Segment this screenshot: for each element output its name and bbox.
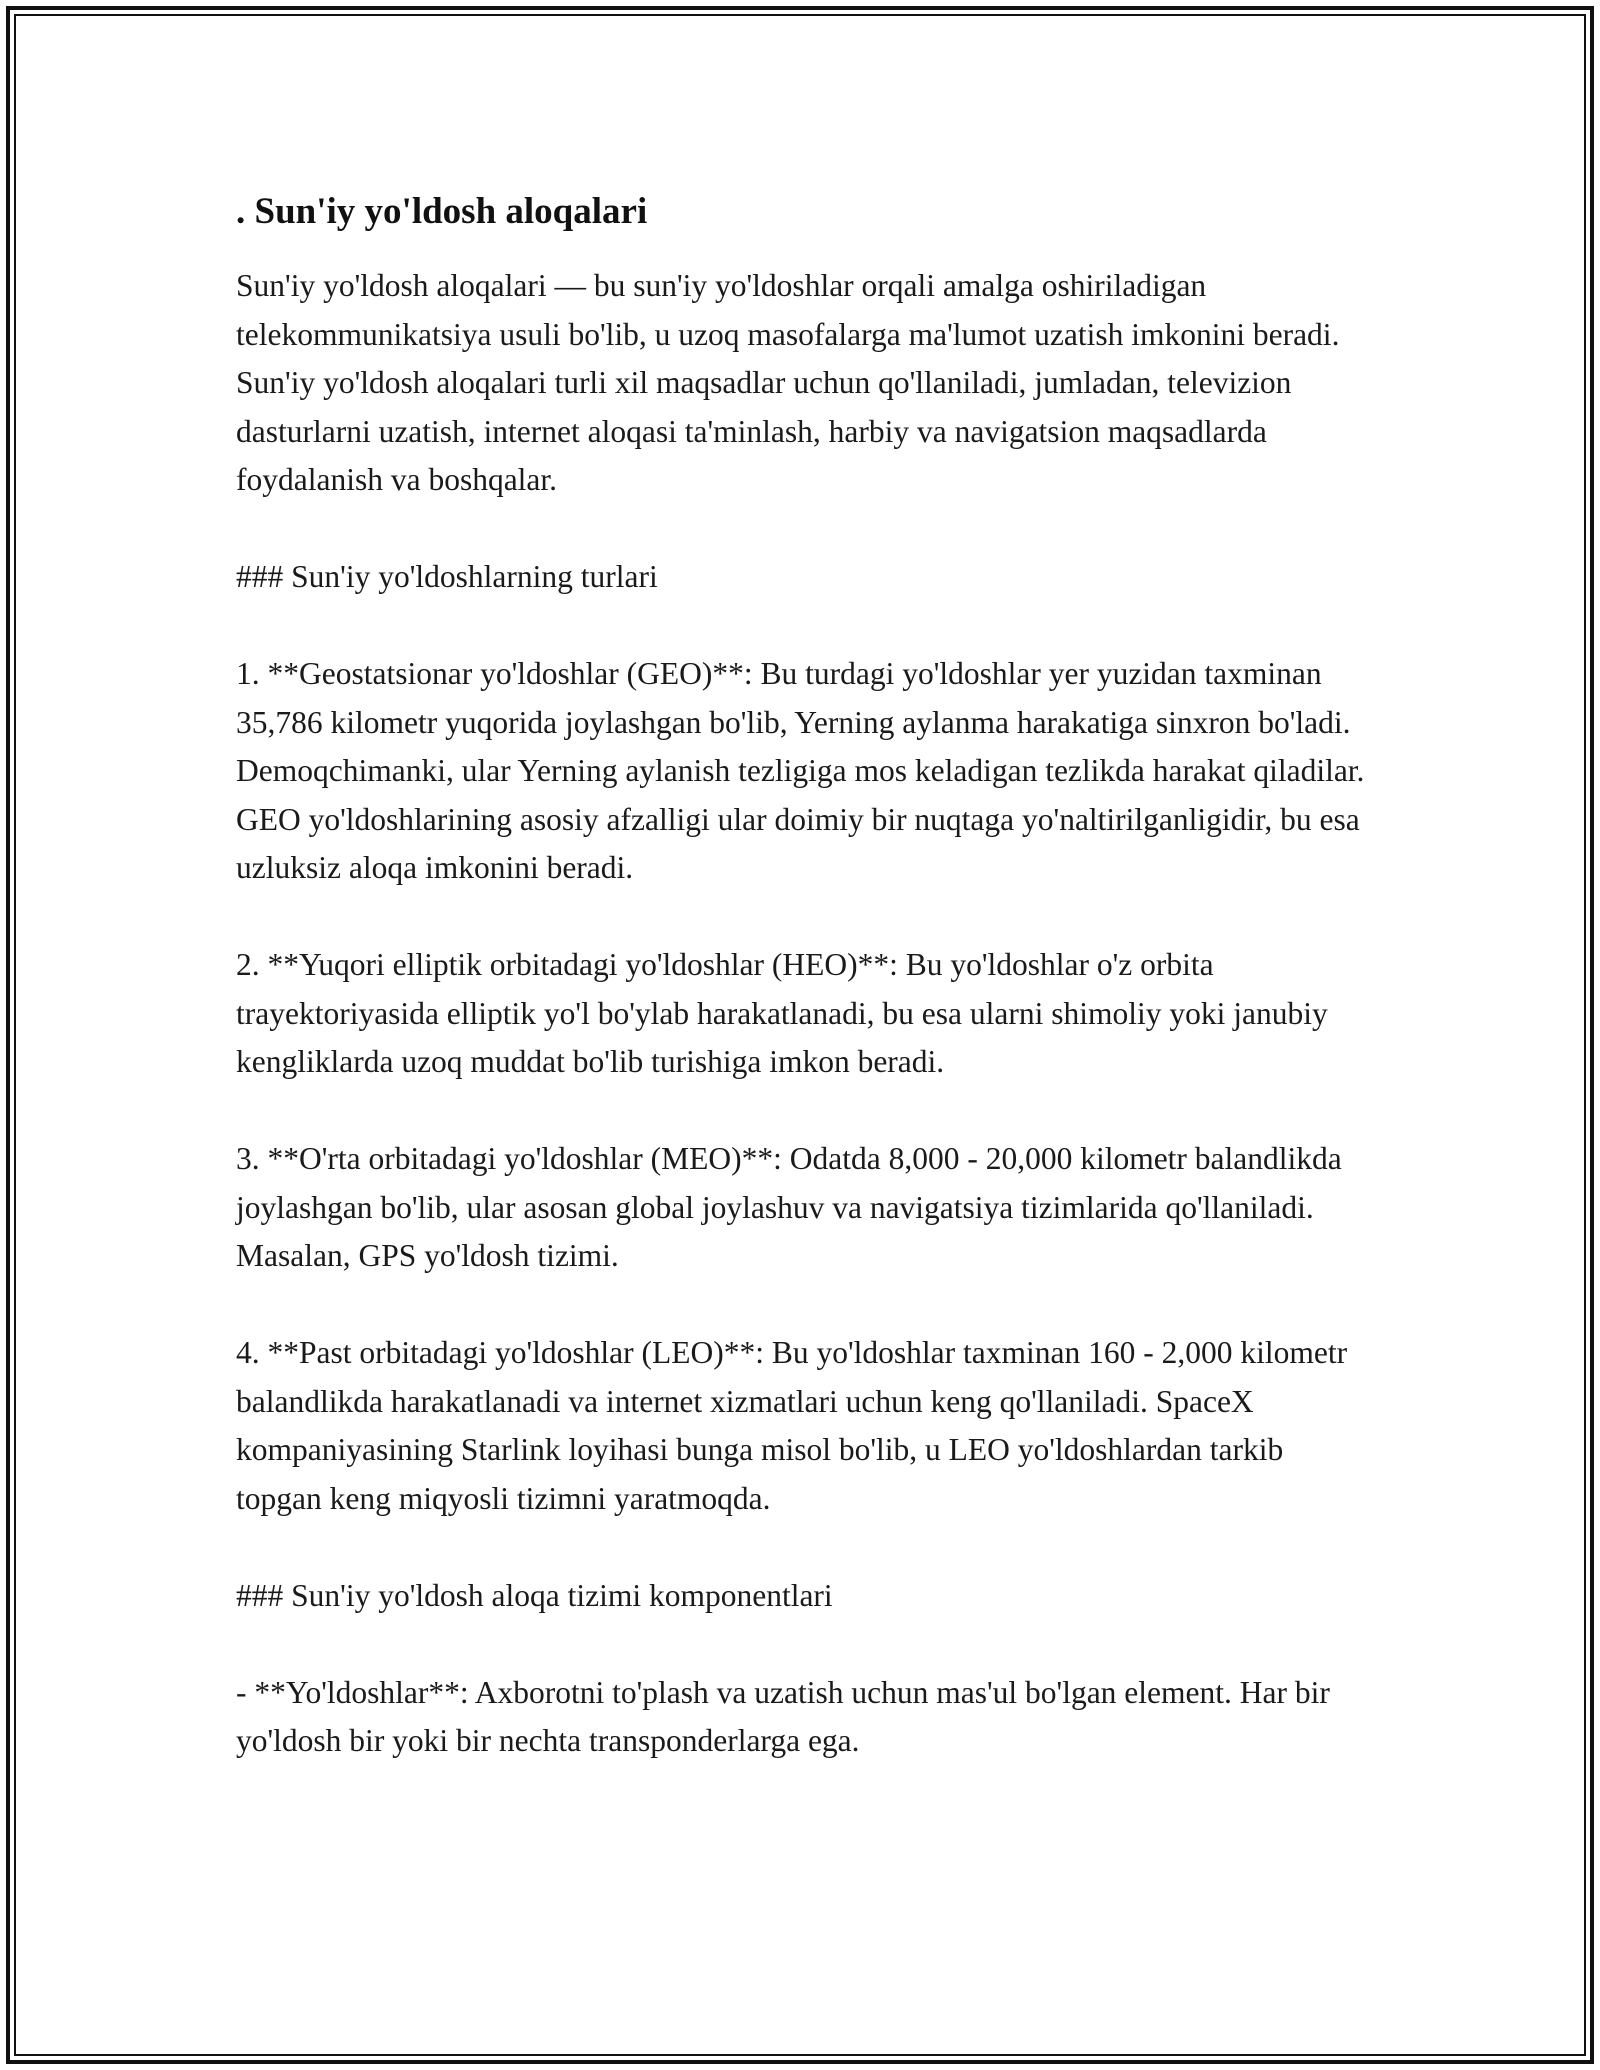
- list-item-satellites: - **Yo'ldoshlar**: Axborotni to'plash va uzatish uchun mas'ul bo'lgan element. Har bir yo'ldosh bir yoki bir nechta transponderlarga ega.: [236, 1674, 1330, 1758]
- document-body: [236, 188, 1376, 1814]
- document-title: . Sun'iy yo'ldosh aloqalari: [236, 191, 648, 232]
- intro-paragraph: Sun'iy yo'ldosh aloqalari — bu sun'iy yo'ldoshlar orqali amalga oshiriladigan telekommunikatsiya usuli bo'lib, u uzoq masofalarga ma'lumot uzatish imkonini beradi. Sun'iy yo'ldosh aloqalari turli xil maqsadlar uchun qo'llaniladi, jumladan, televizion dasturlarni uzatish, internet aloqasi ta'minlash, harbiy va navigatsion maqsadlarda foydalanish va boshqalar.: [236, 268, 1340, 497]
- section-heading-types: ### Sun'iy yo'ldoshlarning turlari: [236, 559, 658, 594]
- list-item-geo: 1. **Geostatsionar yo'ldoshlar (GEO)**: Bu turdagi yo'ldoshlar yer yuzidan taxminan 35,786 kilometr yuqorida joylashgan bo'lib, Yerning aylanma harakatiga sinxron bo'ladi. Demoqchimanki, ular Yerning aylanish tezligiga mos keladigan tezlikda harakat qiladilar. GEO yo'ldoshlarining asosiy afzalligi ular doimiy bir nuqtaga yo'naltirilganligidir, bu esa uzluksiz aloqa imkonini beradi.: [236, 656, 1365, 885]
- list-item-leo: 4. **Past orbitadagi yo'ldoshlar (LEO)**: Bu yo'ldoshlar taxminan 160 - 2,000 kilometr balandlikda harakatlanadi va internet xizmatlari uchun keng qo'llaniladi. SpaceX kompaniyasining Starlink loyihasi bunga misol bo'lib, u LEO yo'ldoshlardan tarkib topgan keng miqyosli tizimni yaratmoqda.: [236, 1335, 1348, 1516]
- list-item-heo: 2. **Yuqori elliptik orbitadagi yo'ldoshlar (HEO)**: Bu yo'ldoshlar o'z orbita trayektoriyasida elliptik yo'l bo'ylab harakatlanadi, bu esa ularni shimoliy yoki janubiy kengliklarda uzoq muddat bo'lib turishiga imkon beradi.: [236, 947, 1328, 1079]
- list-item-meo: 3. **O'rta orbitadagi yo'ldoshlar (MEO)**: Odatda 8,000 - 20,000 kilometr balandlikda joylashgan bo'lib, ular asosan global joylashuv va navigatsiya tizimlarida qo'llaniladi. Masalan, GPS yo'ldosh tizimi.: [236, 1141, 1342, 1273]
- section-heading-components: ### Sun'iy yo'ldosh aloqa tizimi komponentlari: [236, 1577, 833, 1613]
